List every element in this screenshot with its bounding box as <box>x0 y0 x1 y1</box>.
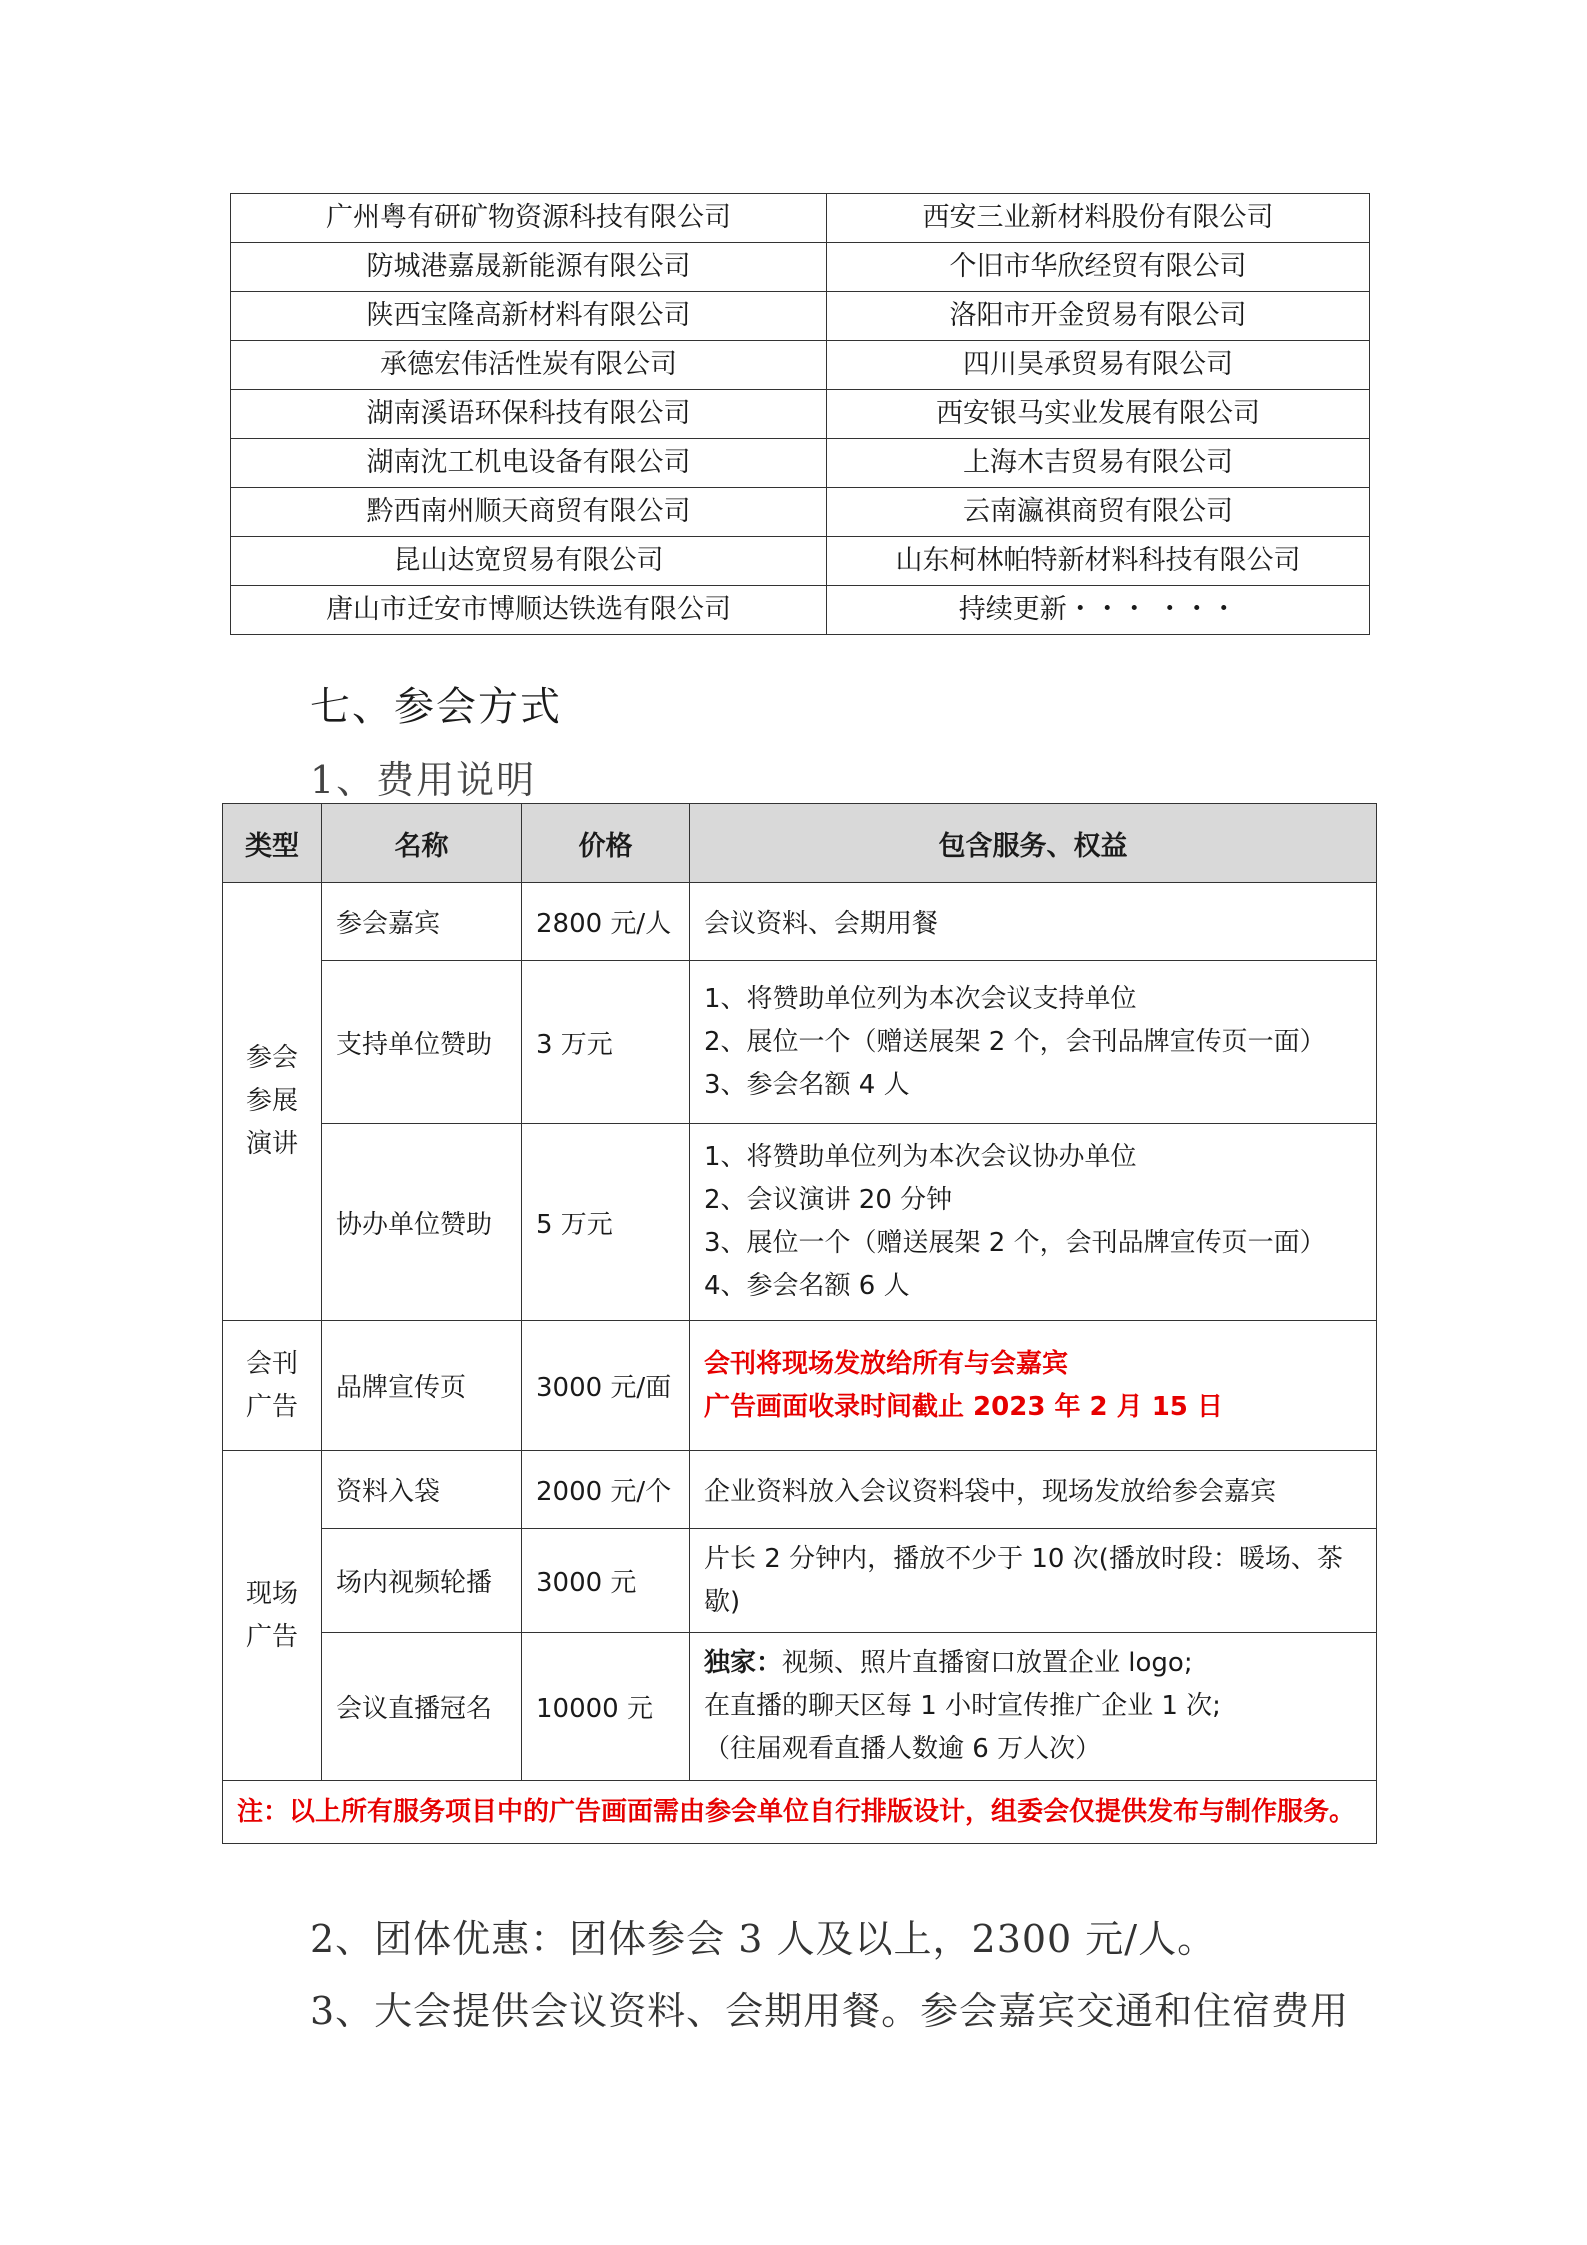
fee-subtitle: 1、费用说明 <box>310 758 537 802</box>
company-row <box>231 341 1370 390</box>
company-name-left: 唐山市迁安市博顺达铁选有限公司 <box>231 586 827 635</box>
company-list-table <box>230 193 1370 635</box>
fee-row <box>223 1124 1377 1321</box>
header-price: 价格 <box>522 804 690 883</box>
item-services: 会刊将现场发放给所有与会嘉宾 广告画面收录时间截止 2023 年 2 月 15 日 <box>690 1321 1377 1451</box>
company-name-left: 广州粤有研矿物资源科技有限公司 <box>231 194 827 243</box>
company-name-left: 陕西宝隆高新材料有限公司 <box>231 292 827 341</box>
item-name: 资料入袋 <box>322 1451 522 1529</box>
company-name-right: 山东柯林帕特新材料科技有限公司 <box>827 537 1370 586</box>
header-services: 包含服务、权益 <box>690 804 1377 883</box>
group-discount-text: 2、团体优惠：团体参会 3 人及以上，2300 元/人。 <box>310 1917 1217 1961</box>
section-title: 七、参会方式 <box>310 684 562 730</box>
item-services: 会议资料、会期用餐 <box>690 883 1377 961</box>
company-name-right: 上海木吉贸易有限公司 <box>827 439 1370 488</box>
exclusive-label: 独家： <box>704 1648 783 1678</box>
item-services: 1、将赞助单位列为本次会议协办单位 2、会议演讲 20 分钟 3、展位一个（赠送展架 2 个，会刊品牌宣传页一面） 4、参会名额 6 人 <box>690 1124 1377 1321</box>
item-services: 企业资料放入会议资料袋中，现场发放给参会嘉宾 <box>690 1451 1377 1529</box>
type-cell-journal-ad: 会刊 广告 <box>223 1321 322 1451</box>
company-row <box>231 194 1370 243</box>
company-name-right: 西安三业新材料股份有限公司 <box>827 194 1370 243</box>
header-name: 名称 <box>322 804 522 883</box>
item-services: 片长 2 分钟内，播放不少于 10 次(播放时段：暖场、茶歇) <box>690 1529 1377 1633</box>
item-price: 2800 元/人 <box>522 883 690 961</box>
item-name: 支持单位赞助 <box>322 961 522 1124</box>
company-name-left: 黔西南州顺天商贸有限公司 <box>231 488 827 537</box>
company-name-right: 西安银马实业发展有限公司 <box>827 390 1370 439</box>
company-name-left: 承德宏伟活性炭有限公司 <box>231 341 827 390</box>
company-name-left: 湖南溪语环保科技有限公司 <box>231 390 827 439</box>
item-price: 3000 元 <box>522 1529 690 1633</box>
company-row <box>231 537 1370 586</box>
fee-row <box>223 961 1377 1124</box>
item-price: 3 万元 <box>522 961 690 1124</box>
item-price: 5 万元 <box>522 1124 690 1321</box>
fee-note: 注：以上所有服务项目中的广告画面需由参会单位自行排版设计，组委会仅提供发布与制作服务。 <box>223 1781 1377 1844</box>
company-name-left: 湖南沈工机电设备有限公司 <box>231 439 827 488</box>
fee-row <box>223 1633 1377 1781</box>
item-price: 3000 元/面 <box>522 1321 690 1451</box>
company-name-right: 云南瀛祺商贸有限公司 <box>827 488 1370 537</box>
fee-row <box>223 1529 1377 1633</box>
provision-text: 3、大会提供会议资料、会期用餐。参会嘉宾交通和住宿费用 <box>310 1989 1350 2033</box>
company-name-right: 四川昊承贸易有限公司 <box>827 341 1370 390</box>
company-row <box>231 488 1370 537</box>
item-services: 独家：视频、照片直播窗口放置企业 logo; 在直播的聊天区每 1 小时宣传推广企业 1 次; （往届观看直播人数逾 6 万人次） <box>690 1633 1377 1781</box>
fee-row <box>223 1451 1377 1529</box>
company-name-right: 持续更新・・・ ・・・ <box>827 586 1370 635</box>
type-cell-onsite-ad: 现场 广告 <box>223 1451 322 1781</box>
company-row <box>231 439 1370 488</box>
item-name: 参会嘉宾 <box>322 883 522 961</box>
company-row <box>231 390 1370 439</box>
company-row <box>231 586 1370 635</box>
fee-row <box>223 883 1377 961</box>
fee-table <box>222 803 1377 1844</box>
item-name: 会议直播冠名 <box>322 1633 522 1781</box>
item-services: 1、将赞助单位列为本次会议支持单位 2、展位一个（赠送展架 2 个，会刊品牌宣传页一面） 3、参会名额 4 人 <box>690 961 1377 1124</box>
company-name-right: 个旧市华欣经贸有限公司 <box>827 243 1370 292</box>
item-price: 2000 元/个 <box>522 1451 690 1529</box>
company-row <box>231 243 1370 292</box>
item-name: 场内视频轮播 <box>322 1529 522 1633</box>
header-type: 类型 <box>223 804 322 883</box>
company-name-left: 防城港嘉晟新能源有限公司 <box>231 243 827 292</box>
company-name-right: 洛阳市开金贸易有限公司 <box>827 292 1370 341</box>
fee-note-row <box>223 1781 1377 1844</box>
fee-table-header <box>223 804 1377 883</box>
item-name: 品牌宣传页 <box>322 1321 522 1451</box>
type-cell-participation: 参会 参展 演讲 <box>223 883 322 1321</box>
company-name-left: 昆山达宽贸易有限公司 <box>231 537 827 586</box>
fee-row <box>223 1321 1377 1451</box>
item-price: 10000 元 <box>522 1633 690 1781</box>
item-name: 协办单位赞助 <box>322 1124 522 1321</box>
company-row <box>231 292 1370 341</box>
